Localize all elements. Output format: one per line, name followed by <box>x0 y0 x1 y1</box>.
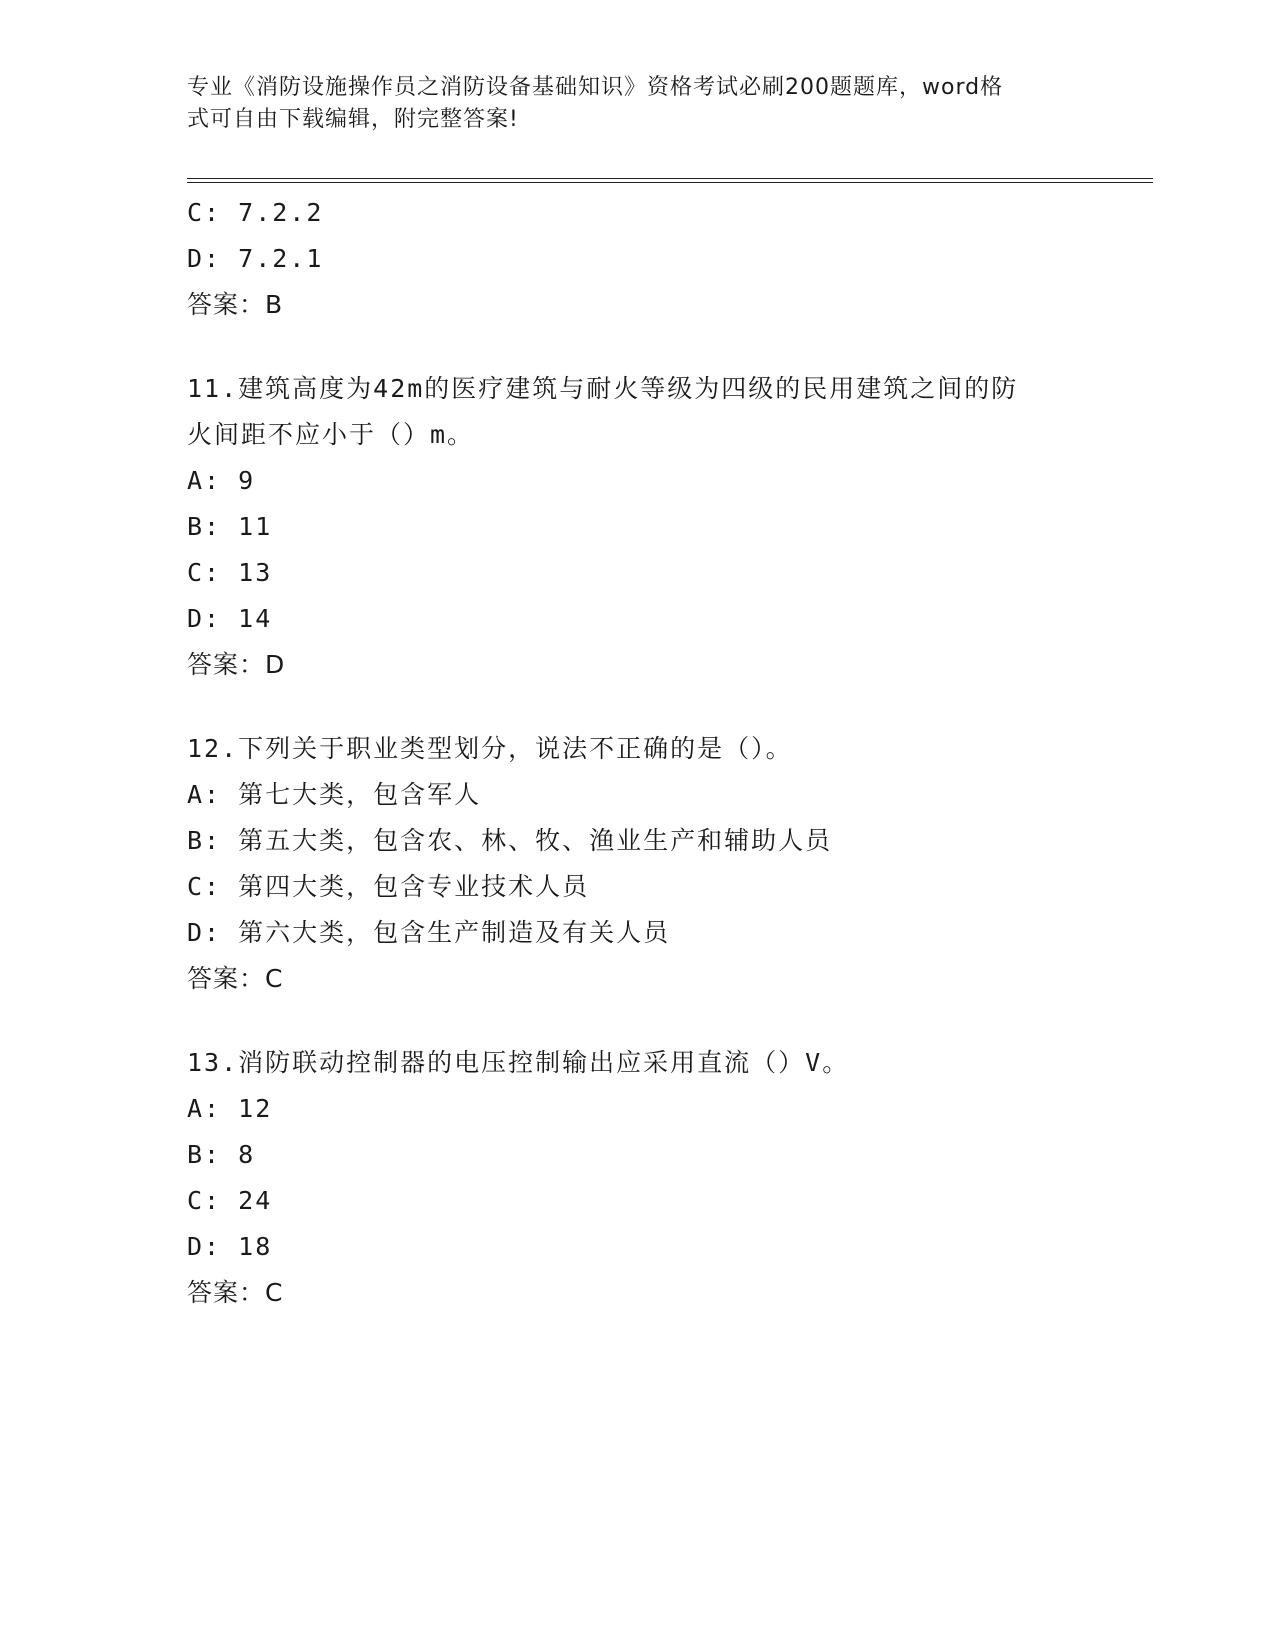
question-stem: 13.消防联动控制器的电压控制输出应采用直流（）V。 <box>187 1048 850 1077</box>
header-line-1: 专业《消防设施操作员之消防设备基础知识》资格考试必刷200题题库，word格 <box>187 75 1004 100</box>
option-d: D: 18 <box>187 1232 273 1261</box>
header-line-2: 式可自由下载编辑，附完整答案! <box>187 107 519 132</box>
option-d: D: 第六大类，包含生产制造及有关人员 <box>187 918 671 947</box>
option-c: C: 24 <box>187 1186 273 1215</box>
option-d: D: 14 <box>187 604 273 633</box>
option-b: B: 11 <box>187 512 273 541</box>
question-11 <box>187 366 1087 688</box>
spacer <box>187 1002 1087 1040</box>
answer-line: 答案：D <box>187 650 286 679</box>
question-10-tail <box>187 190 1087 328</box>
option-d: D: 7.2.1 <box>187 244 324 273</box>
header-divider-bottom <box>187 182 1153 183</box>
answer-line: 答案：C <box>187 1278 284 1307</box>
option-c: C: 第四大类，包含专业技术人员 <box>187 872 590 901</box>
option-a: A: 12 <box>187 1094 273 1123</box>
spacer <box>187 688 1087 726</box>
option-c: C: 7.2.2 <box>187 198 324 227</box>
question-stem: 11.建筑高度为42m的医疗建筑与耐火等级为四级的民用建筑之间的防 <box>187 374 1019 403</box>
option-a: A: 第七大类，包含军人 <box>187 780 482 809</box>
question-stem-continued: 火间距不应小于（）m。 <box>187 420 475 449</box>
document-header <box>187 72 1087 136</box>
question-content <box>187 190 1087 1316</box>
option-b: B: 8 <box>187 1140 256 1169</box>
spacer <box>187 328 1087 366</box>
answer-line: 答案：C <box>187 964 284 993</box>
answer-line: 答案：B <box>187 290 284 319</box>
option-a: A: 9 <box>187 466 256 495</box>
question-12 <box>187 726 1087 1002</box>
question-13 <box>187 1040 1087 1316</box>
option-b: B: 第五大类，包含农、林、牧、渔业生产和辅助人员 <box>187 826 833 855</box>
option-c: C: 13 <box>187 558 273 587</box>
question-stem: 12.下列关于职业类型划分，说法不正确的是（）。 <box>187 734 793 763</box>
header-divider-top <box>187 178 1153 179</box>
